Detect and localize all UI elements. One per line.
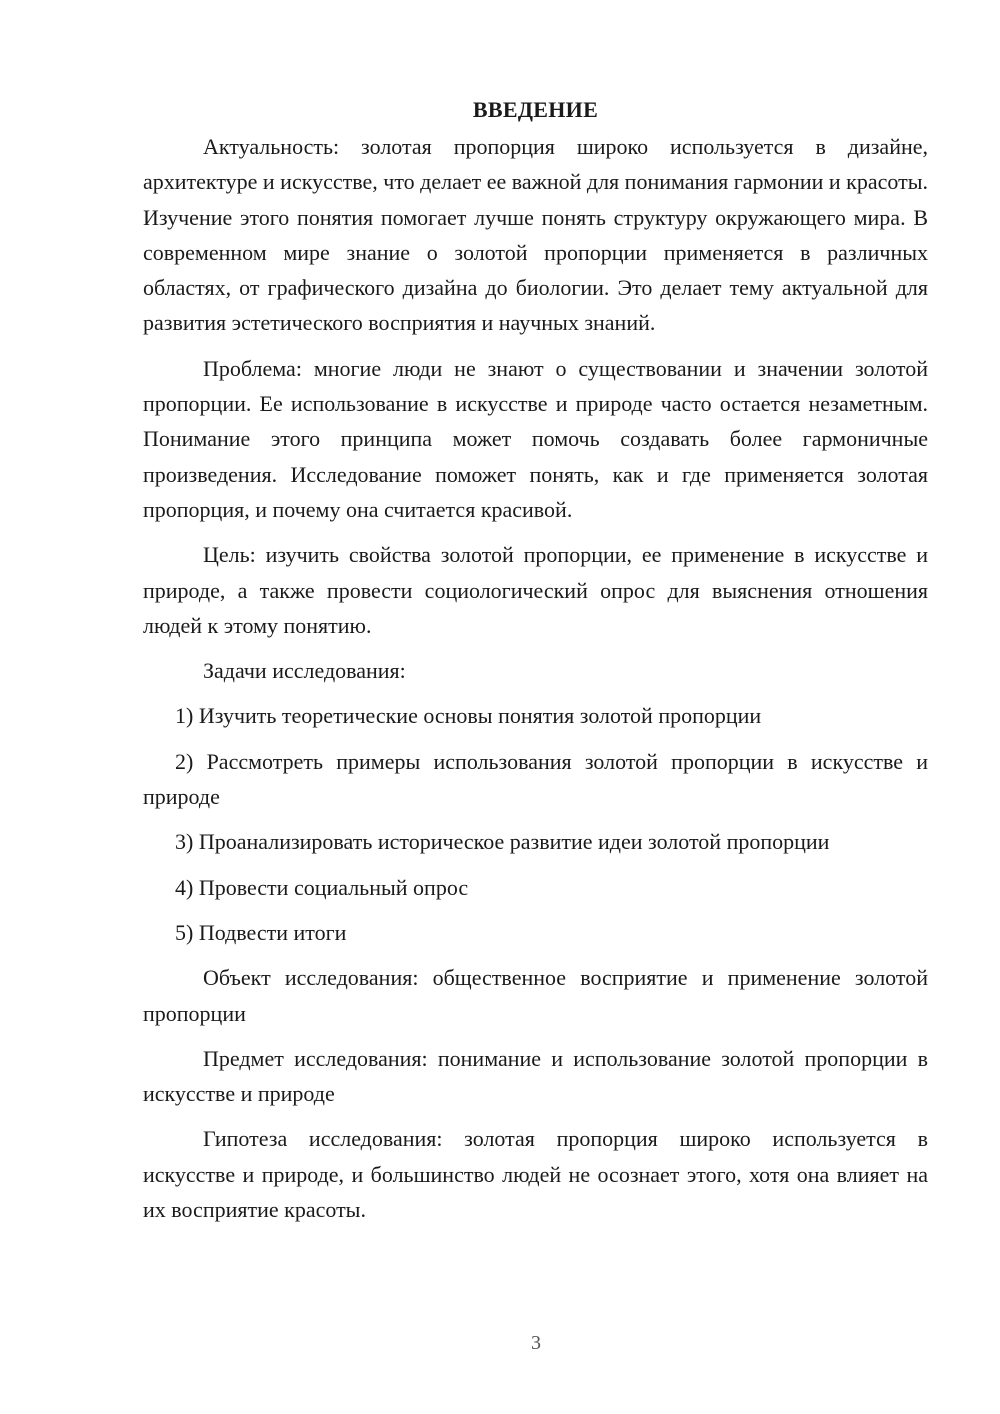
task-item-1: 1) Изучить теоретические основы понятия золотой пропорции <box>175 703 762 729</box>
page-title: ВВЕДЕНИЕ <box>472 97 599 122</box>
paragraph-hypothesis: Гипотеза исследования: золотая пропорция широко используется в искусстве и природе, и большинство людей не осознает этого, хотя она влияет на их восприятие красоты. <box>143 1126 928 1223</box>
page-number: 3 <box>531 1332 541 1354</box>
task-item-3: 3) Проанализировать историческое развитие идеи золотой пропорции <box>175 829 830 855</box>
paragraph-relevance: Актуальность: золотая пропорция широко используется в дизайне, архитектуре и искусстве, что делает ее важной для понимания гармонии и красоты. Изучение этого понятия помогает лучше понять структуру окружающего мира. В современном мире знание о золотой пропорции применяется в различных областях, от графического дизайна до биологии. Это делает тему актуальной для развития эстетического восприятия и научных знаний. <box>143 134 928 336</box>
document-page <box>143 92 928 1227</box>
task-item-4: 4) Провести социальный опрос <box>175 874 469 900</box>
paragraph-goal: Цель: изучить свойства золотой пропорции, ее применение в искусстве и природе, а также провести социологический опрос для выяснения отношения людей к этому понятию. <box>143 542 928 638</box>
paragraph-tasks-heading: Задачи исследования: <box>203 658 406 684</box>
task-item-2: 2) Рассмотреть примеры использования золотой пропорции в искусстве и природе <box>143 748 928 810</box>
paragraph-problem: Проблема: многие люди не знают о существовании и значении золотой пропорции. Ее использование в искусстве и природе часто остается незаметным. Понимание этого принципа может помочь создавать более гармоничные произведения. Исследование поможет понять, как и где применяется золотая пропорция, и почему она считается красивой. <box>143 355 928 522</box>
paragraph-object: Объект исследования: общественное восприятие и применение золотой пропорции <box>143 965 928 1026</box>
paragraph-subject: Предмет исследования: понимание и использование золотой пропорции в искусстве и природе <box>143 1045 928 1107</box>
task-item-5: 5) Подвести итоги <box>175 919 347 945</box>
